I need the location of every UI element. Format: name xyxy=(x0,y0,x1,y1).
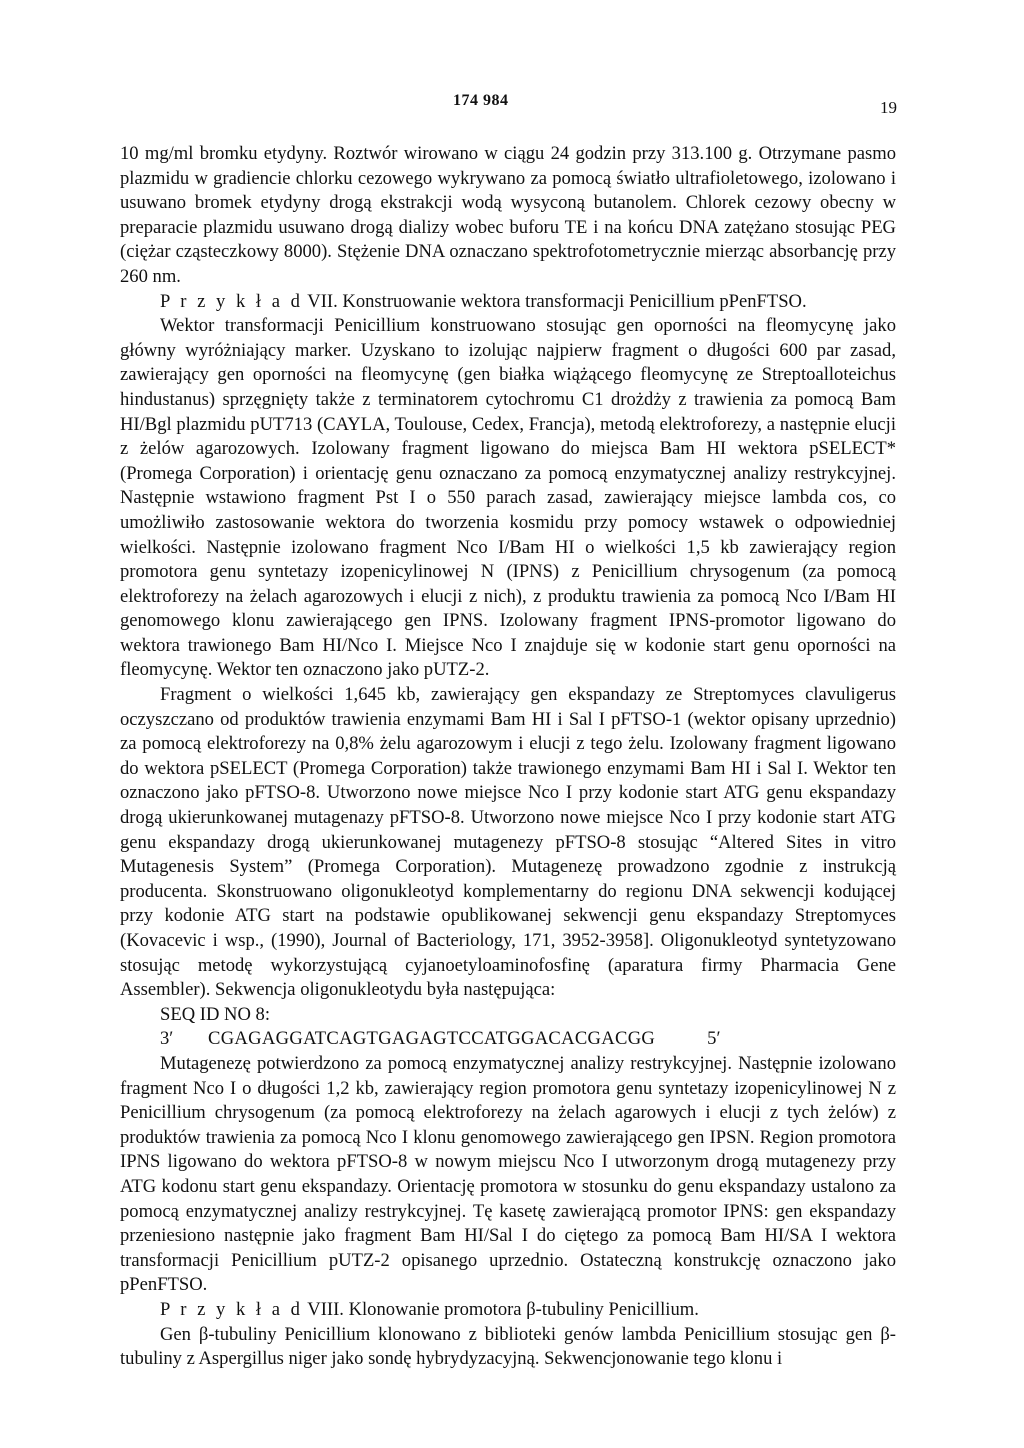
document-number: 174 984 xyxy=(453,92,509,109)
page-number: 19 xyxy=(880,98,897,117)
example-heading-7 xyxy=(120,290,896,315)
paragraph-4: Mutagenezę potwierdzono za pomocą enzymatycznej analizy restrykcyjnej. Następnie izolowano fragment Nco I o długości 1,2 kb, zawierający region promotora genu syntetazy izopenicylinowej N z Penicillium chrysogenum (za pomocą elektroforezy na żelach agarowych i elucji z tych żelów) z produktów trawienia za pomocą Nco I klonu genomowego zawierającego gen IPSN. Region promotora IPNS ligowano do wektora pFTSO-8 w nowym miejscu Nco I utworzonym drogą mutagenezy przy ATG kodonu start genu ekspandazy. Orientację promotora w stosunku do genu ekspandazy ustalono za pomocą enzymatycznej analizy restrykcyjnej. Tę kasetę zawierającą promotor IPNS: gen ekspandazy przeniesiono następnie jako fragment Bam HI/Sal I do ciętego za pomocą Bam HI/SA I wektora transformacji Penicillium pUTZ-2 opisanego uprzednio. Ostateczną konstrukcję oznaczono jako pPenFTSO. xyxy=(120,1052,896,1296)
example-number: VIII. xyxy=(307,1298,344,1320)
sequence-5-prime: 5′ xyxy=(707,1028,721,1050)
paragraph-1: 10 mg/ml bromku etydyny. Roztwór wirowano w ciągu 24 godzin przy 313.100 g. Otrzymane pasmo plazmidu w gradiencie chlorku cezowego wykrywano za pomocą światło ultrafioletowego, izolowano i usuwano bromek etydyny drogą ekstrakcji wodą wysyconą butanolem. Chlorek cezowy obecny w preparacie plazmidu usuwano drogą dializy wobec buforu TE i na końcu DNA zatężano stosując PEG (ciężar cząsteczkowy 8000). Stężenie DNA oznaczano spektrofotometrycznie mierząc absorbancję przy 260 nm. xyxy=(120,143,896,287)
body-text xyxy=(120,142,896,1372)
example-title: Konstruowanie wektora transformacji Penicillium pPenFTSO. xyxy=(342,290,807,312)
example-title: Klonowanie promotora β-tubuliny Penicillium. xyxy=(348,1298,699,1320)
paragraph-3: Fragment o wielkości 1,645 kb, zawierający gen ekspandazy ze Streptomyces clavuligerus oczyszczano od produktów trawienia enzymami Bam HI i Sal I pFTSO-1 (wektor opisany uprzednio) za pomocą elektroforezy na 0,8% żelu agarozowym i elucji z tego żelu. Izolowany fragment ligowano do wektora pSELECT (Promega Corporation) także trawionego enzymami Bam HI i Sal I. Wektor ten oznaczono jako pFTSO-8. Utworzono nowe miejsce Nco I przy kodonie start ATG genu ekspandazy drogą ukierunkowanej mutagenazy pFTSO-8. Utworzono nowe miejsce Nco I przy kodonie start ATG genu ekspandazy drogą ukierunkowanej mutagenezy pFTSO-8 stosując “Altered Sites in vitro Mutagenesis System” (Promega Corporation). Mutagenezę prowadzono zgodnie z instrukcją producenta. Skonstruowano oligonukleotyd komplementarny do regionu DNA sekwencji kodującej przy kodonie ATG start na podstawie opublikowanej sekwencji genu ekspandazy Streptomyces (Kovacevic i wsp., (1990), Journal of Bacteriology, 171, 3952-3958]. Oligonukleotyd syntetyzowano stosując metodę wykorzystującą cyjanoetyloaminofosfinę (aparatura firmy Pharmacia Gene Assembler). Sekwencja oligonukleotydu była następująca: xyxy=(120,684,896,1001)
sequence-3-prime: 3′ xyxy=(160,1028,174,1050)
example-label: P r z y k ł a d xyxy=(160,290,303,312)
sequence-label: SEQ ID NO 8: xyxy=(160,1003,271,1025)
sequence-line xyxy=(120,1027,896,1052)
paragraph-2: Wektor transformacji Penicillium konstruowano stosując gen oporności na fleomycynę jako główny wyróżniający marker. Uzyskano to izolując najpierw fragment o długości 600 par zasad, zawierający gen oporności na fleomycynę (gen białka wiążącego fleomycynę ze Streptoalloteichus hindustanus) sprzęgnięty także z terminatorem cytochromu C1 drożdży z trawienia za pomocą Bam HI/Bgl plazmidu pUT713 (CAYLA, Toulouse, Cedex, Francja), metodą elektroforezy, a następnie elucji z żelów agarozowych. Izolowany fragment ligowano do miejsca Bam HI wektora pSELECT* (Promega Corporation) i orientację genu oznaczano za pomocą enzymatycznej analizy restrykcyjnej. Następnie wstawiono fragment Pst I o 550 parach zasad, zawierający miejsce lambda cos, co umożliwiło zastosowanie wektora do tworzenia kosmidu przy pomocy wstawek o odpowiedniej wielkości. Następnie izolowano fragment Nco I/Bam HI o wielkości 1,5 kb zawierający region promotora genu syntetazy izopenicylinowej N (IPNS) z Penicillium chrysogenum (za pomocą elektroforezy na żelach agarozowych i elucji z nich), z produktu trawienia za pomocą Nco I/Bam HI genomowego klonu zawierającego gen IPNS. Izolowany fragment IPNS-promotor ligowano do wektora trawionego Bam HI/Nco I. Miejsce Nco I znajduje się w kodonie start genu oporności na fleomycynę. Wektor ten oznaczono jako pUTZ-2. xyxy=(120,315,896,681)
example-label: P r z y k ł a d xyxy=(160,1298,303,1320)
paragraph-5: Gen β-tubuliny Penicillium klonowano z biblioteki genów lambda Penicillium stosując gen β-tubuliny z Aspergillus niger jako sondę hybrydyzacyjną. Sekwencjonowanie tego klonu i xyxy=(120,1323,896,1370)
sequence-bases: CGAGAGGATCAGTGAGAGTCCATGGACACGACGG xyxy=(208,1028,656,1050)
example-heading-8 xyxy=(120,1298,896,1323)
example-number: VII. xyxy=(307,290,338,312)
